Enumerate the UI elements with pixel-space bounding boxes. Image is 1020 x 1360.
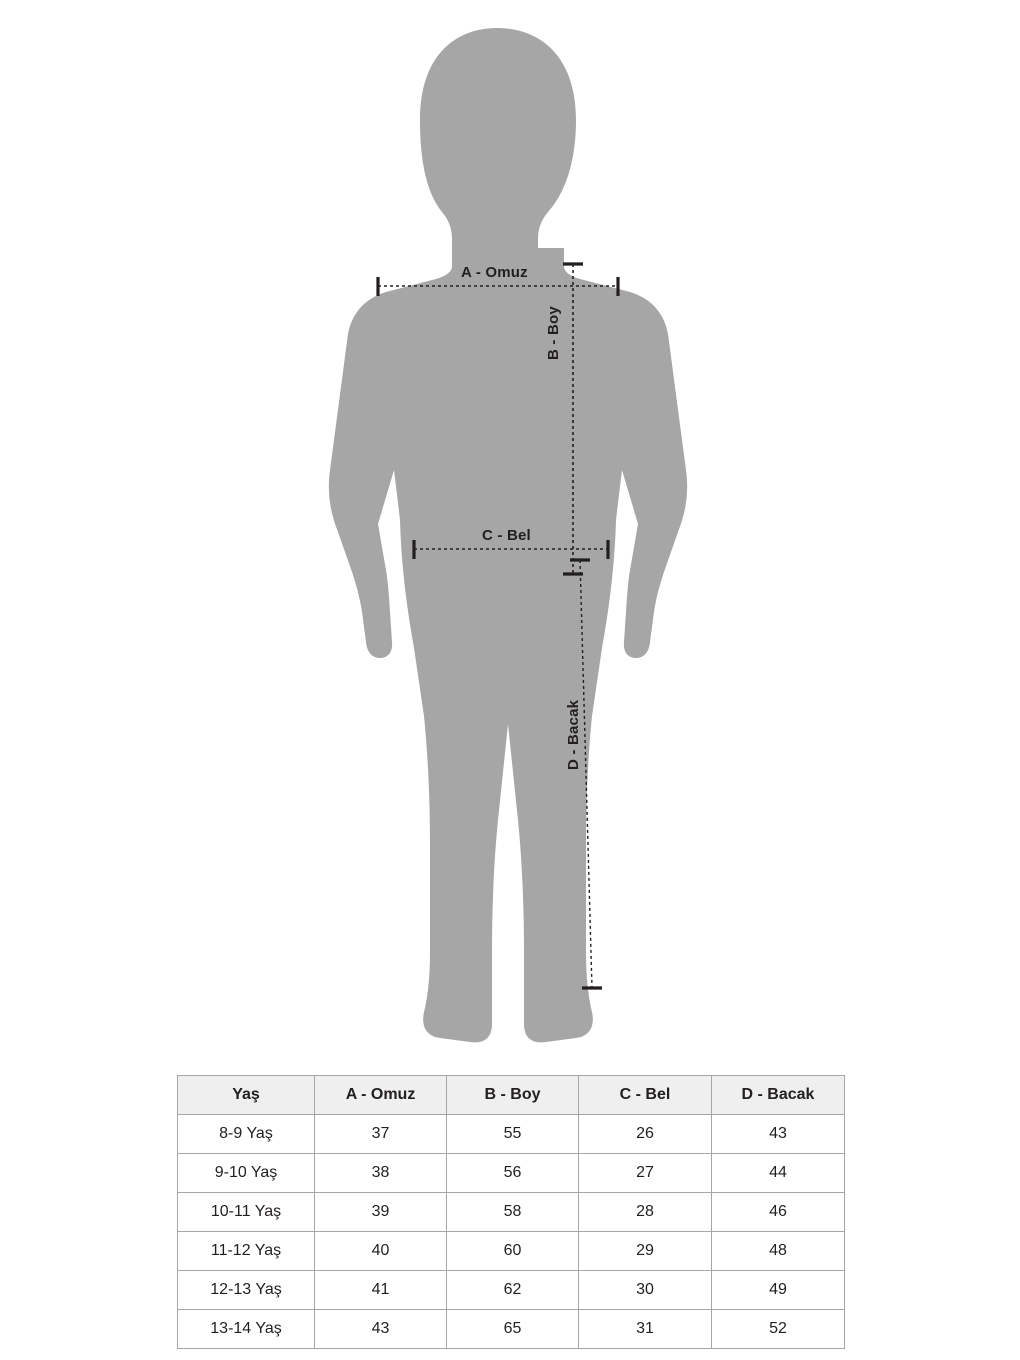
- cell-waist: 26: [579, 1115, 712, 1154]
- cell-leg: 44: [712, 1154, 845, 1193]
- cell-age: 8-9 Yaş: [178, 1115, 315, 1154]
- cell-shoulder: 43: [315, 1310, 447, 1349]
- cell-waist: 30: [579, 1271, 712, 1310]
- label-shoulder: A - Omuz: [461, 264, 528, 281]
- cell-height: 60: [447, 1232, 579, 1271]
- col-header-age: Yaş: [178, 1076, 315, 1115]
- cell-waist: 28: [579, 1193, 712, 1232]
- cell-leg: 48: [712, 1232, 845, 1271]
- cell-age: 13-14 Yaş: [178, 1310, 315, 1349]
- col-header-shoulder: A - Omuz: [315, 1076, 447, 1115]
- cell-leg: 43: [712, 1115, 845, 1154]
- col-header-waist: C - Bel: [579, 1076, 712, 1115]
- cell-waist: 31: [579, 1310, 712, 1349]
- cell-leg: 46: [712, 1193, 845, 1232]
- cell-height: 58: [447, 1193, 579, 1232]
- cell-shoulder: 40: [315, 1232, 447, 1271]
- col-header-height: B - Boy: [447, 1076, 579, 1115]
- label-waist: C - Bel: [482, 527, 531, 544]
- cell-height: 65: [447, 1310, 579, 1349]
- cell-height: 55: [447, 1115, 579, 1154]
- cell-leg: 52: [712, 1310, 845, 1349]
- cell-height: 56: [447, 1154, 579, 1193]
- cell-waist: 27: [579, 1154, 712, 1193]
- table-header-row: [178, 1076, 845, 1115]
- table-row: [178, 1271, 845, 1310]
- table-row: [178, 1115, 845, 1154]
- cell-shoulder: 41: [315, 1271, 447, 1310]
- cell-height: 62: [447, 1271, 579, 1310]
- table-row: [178, 1232, 845, 1271]
- cell-waist: 29: [579, 1232, 712, 1271]
- cell-shoulder: 39: [315, 1193, 447, 1232]
- cell-age: 11-12 Yaş: [178, 1232, 315, 1271]
- label-height: B - Boy: [545, 306, 562, 360]
- table-row: [178, 1154, 845, 1193]
- cell-age: 9-10 Yaş: [178, 1154, 315, 1193]
- cell-shoulder: 38: [315, 1154, 447, 1193]
- label-leg: D - Bacak: [565, 699, 582, 770]
- cell-leg: 49: [712, 1271, 845, 1310]
- cell-shoulder: 37: [315, 1115, 447, 1154]
- cell-age: 12-13 Yaş: [178, 1271, 315, 1310]
- col-header-leg: D - Bacak: [712, 1076, 845, 1115]
- cell-age: 10-11 Yaş: [178, 1193, 315, 1232]
- size-table: [177, 1075, 845, 1349]
- table-row: [178, 1193, 845, 1232]
- table-row: [178, 1310, 845, 1349]
